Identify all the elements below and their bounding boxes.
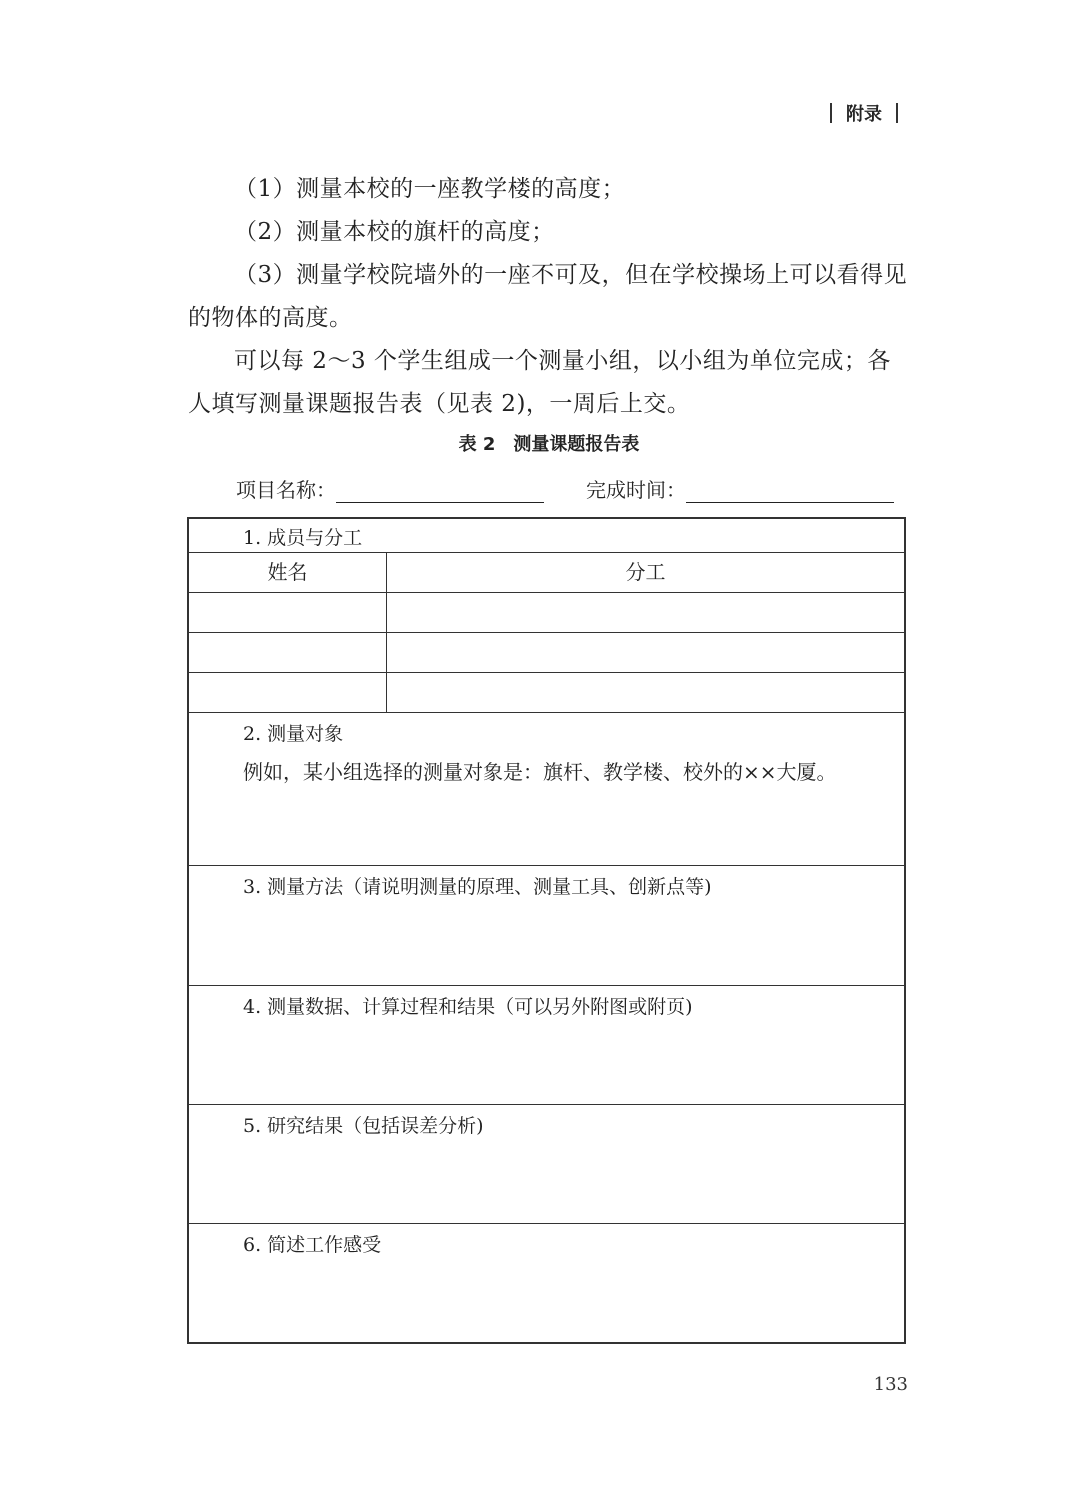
table-caption: 表 2 测量课题报告表 bbox=[458, 434, 640, 455]
member-name-cell[interactable] bbox=[189, 673, 387, 712]
member-name-cell[interactable] bbox=[189, 633, 387, 672]
section-data-title: 4. 测量数据、计算过程和结果（可以另外附图或附页) bbox=[243, 996, 693, 1018]
running-head-title: 附录 bbox=[846, 104, 882, 125]
section-data bbox=[189, 986, 904, 1105]
member-role-cell[interactable] bbox=[387, 593, 904, 632]
column-header-role: 分工 bbox=[625, 560, 666, 584]
section-result bbox=[189, 1105, 904, 1224]
member-role-cell[interactable] bbox=[387, 633, 904, 672]
table-row bbox=[189, 633, 904, 673]
project-name-label: 项目名称： bbox=[236, 478, 336, 502]
section-members bbox=[189, 519, 904, 553]
running-head-left-bar bbox=[830, 103, 832, 123]
project-name-field[interactable] bbox=[336, 480, 544, 503]
section-reflection bbox=[189, 1224, 904, 1342]
members-header-row bbox=[189, 553, 904, 593]
running-head-right-bar bbox=[896, 103, 898, 123]
section-target-title: 2. 测量对象 bbox=[243, 723, 344, 745]
section-target-example: 例如，某小组选择的测量对象是：旗杆、教学楼、校外的××大厦。 bbox=[243, 760, 837, 784]
paragraph-item-3: （3）测量学校院墙外的一座不可及，但在学校操场上可以看得见的物体的高度。 bbox=[188, 262, 908, 331]
running-head bbox=[816, 100, 912, 126]
section-result-title: 5. 研究结果（包括误差分析) bbox=[243, 1115, 484, 1137]
page-number: 133 bbox=[873, 1374, 908, 1395]
paragraph-item-1: （1）测量本校的一座教学楼的高度； bbox=[234, 176, 626, 202]
column-header-name: 姓名 bbox=[189, 553, 387, 592]
completion-time-field[interactable] bbox=[686, 480, 894, 503]
paragraph-item-2: （2）测量本校的旗杆的高度； bbox=[234, 219, 555, 245]
table-row bbox=[189, 673, 904, 713]
report-table bbox=[187, 517, 906, 1344]
paragraph-instructions: 可以每 2～3 个学生组成一个测量小组，以小组为单位完成；各人填写测量课题报告表（见表 2)，一周后上交。 bbox=[188, 348, 891, 417]
member-role-cell[interactable] bbox=[387, 673, 904, 712]
section-reflection-title: 6. 简述工作感受 bbox=[243, 1234, 382, 1256]
section-target bbox=[189, 713, 904, 866]
table-row bbox=[189, 593, 904, 633]
report-meta bbox=[236, 474, 894, 503]
section-method-title: 3. 测量方法（请说明测量的原理、测量工具、创新点等) bbox=[243, 876, 712, 898]
section-method bbox=[189, 866, 904, 986]
member-name-cell[interactable] bbox=[189, 593, 387, 632]
completion-time-label: 完成时间： bbox=[586, 478, 686, 502]
section-members-title: 1. 成员与分工 bbox=[243, 527, 363, 549]
